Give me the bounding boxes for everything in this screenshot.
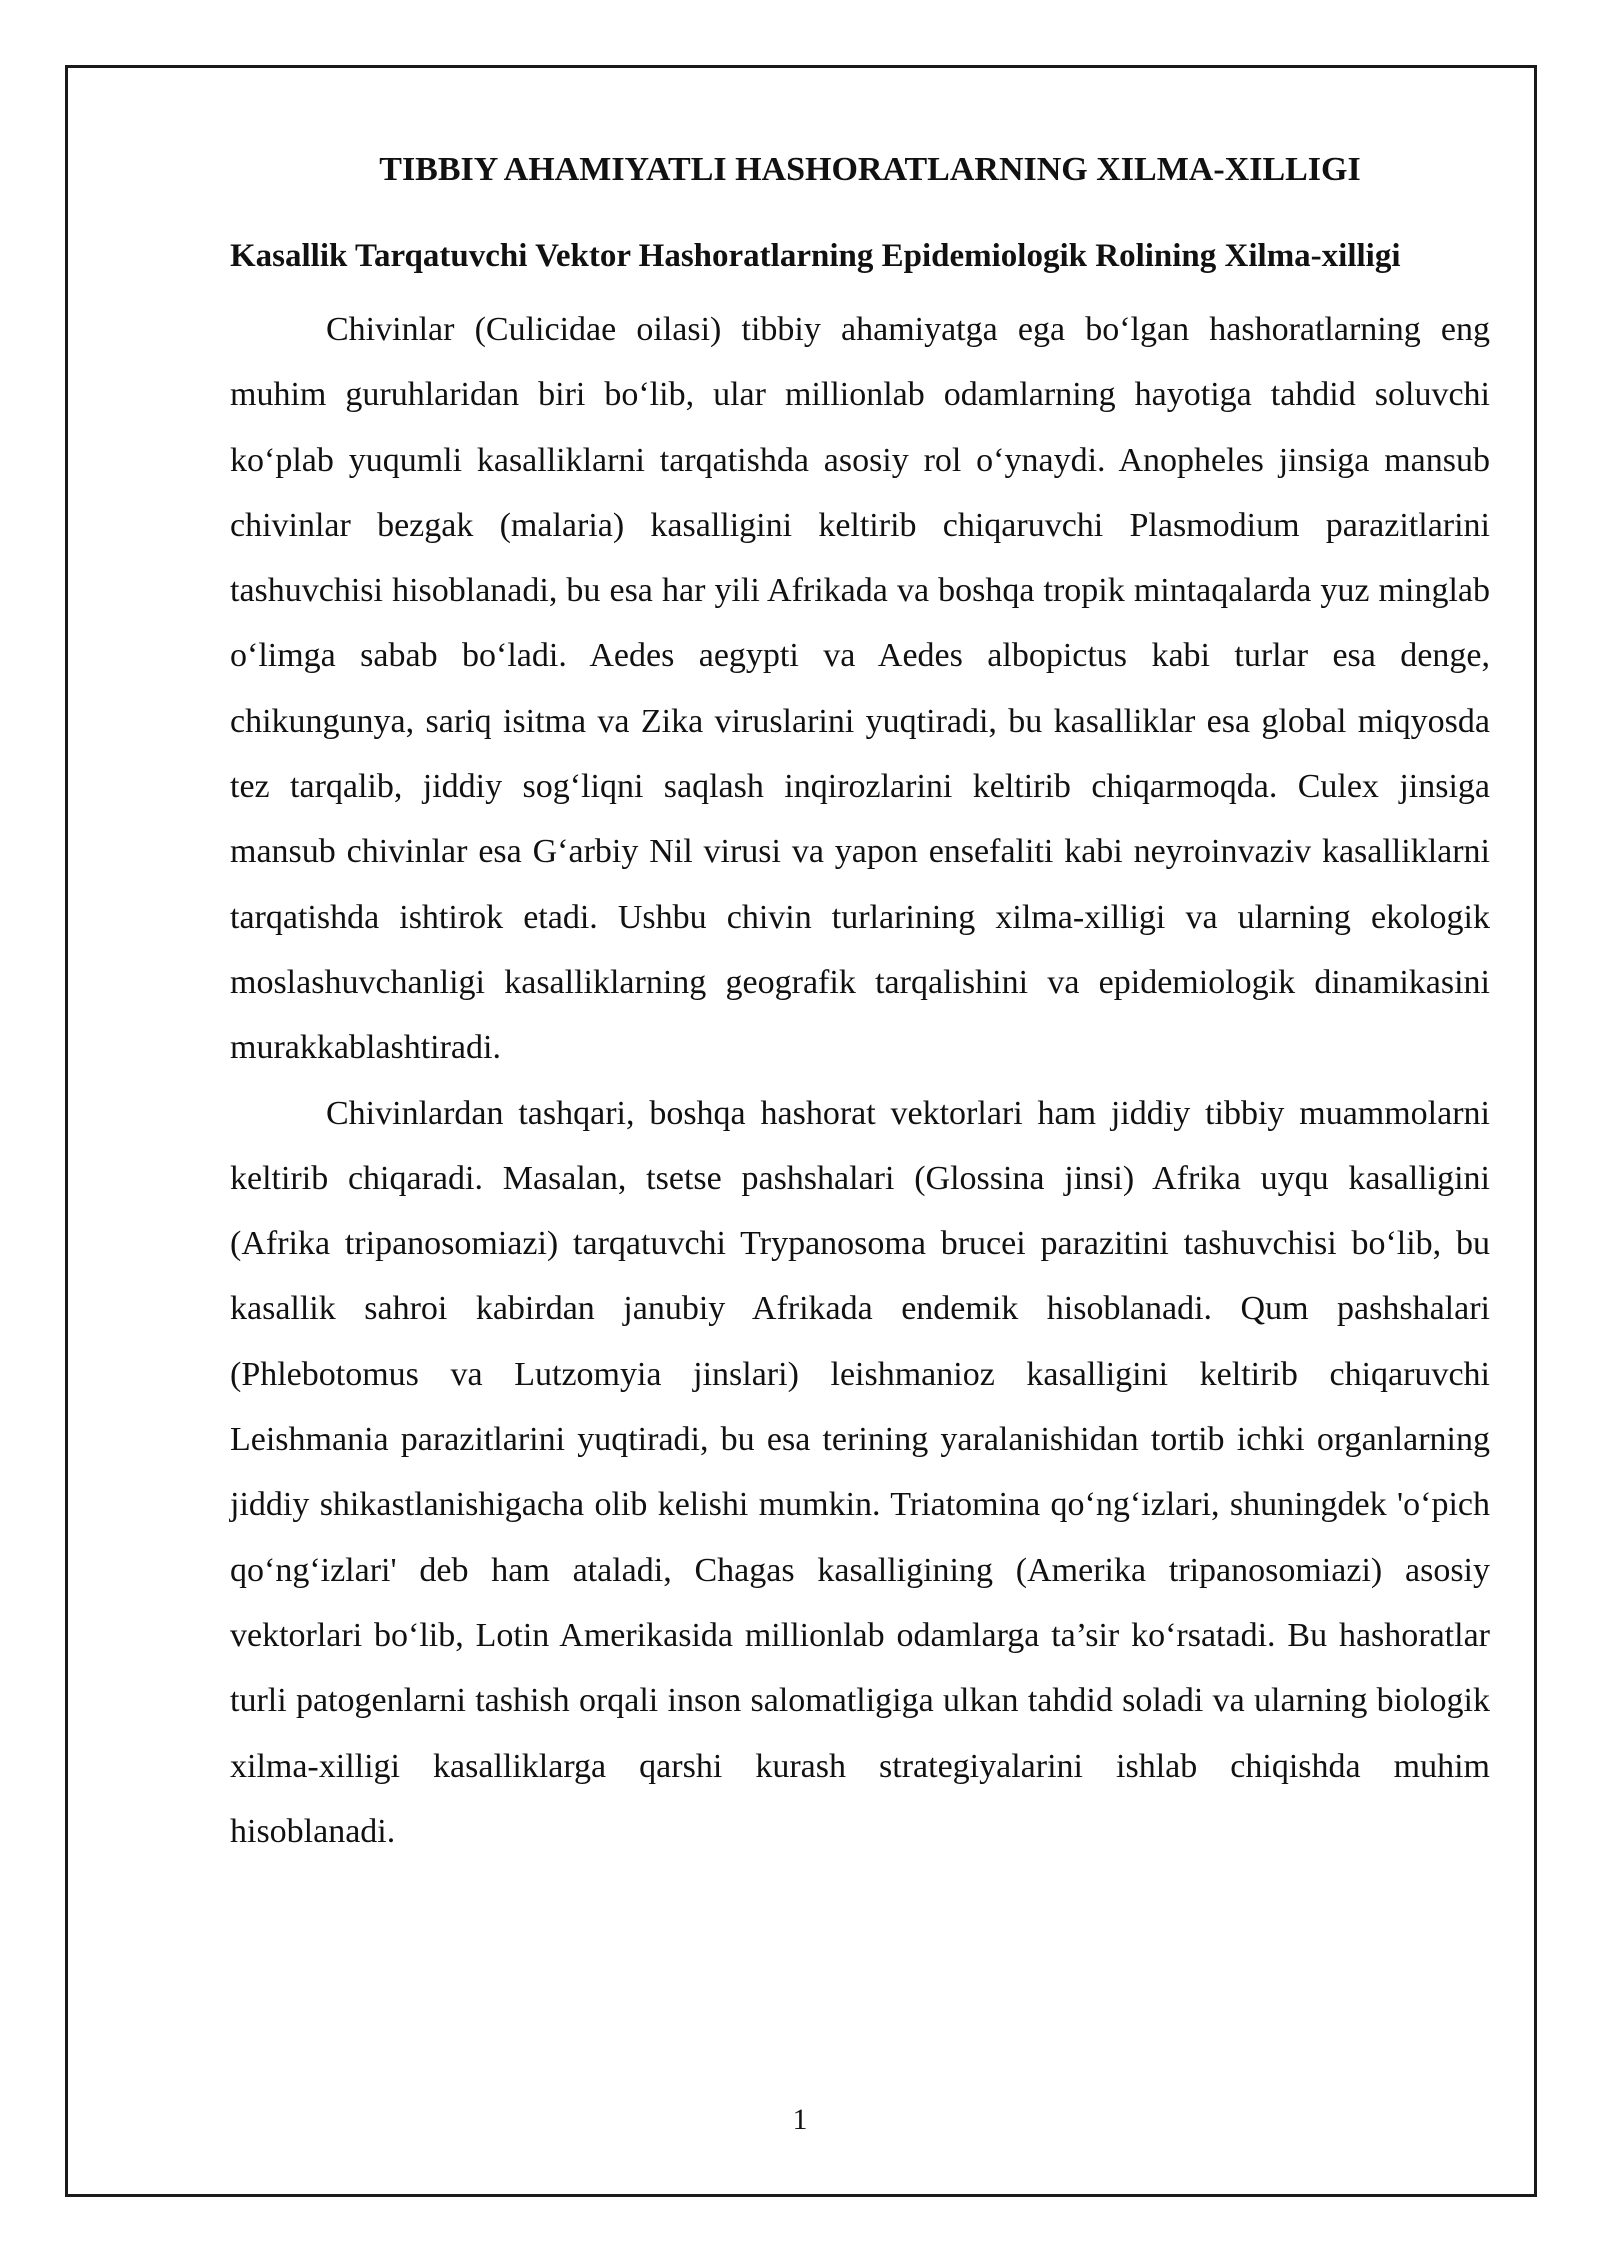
document-title: TIBBIY AHAMIYATLI HASHORATLARNING XILMA-XILLIGI [379, 151, 1361, 188]
paragraph-other-vectors: Chivinlardan tashqari, boshqa hashorat vektorlari ham jiddiy tibbiy muammolarni keltirib chiqaradi. Masalan, tsetse pashshalari (Glossina jinsi) Afrika uyqu kasalligini (Afrika tripanosomiazi) tarqatuvchi Trypanosoma brucei parazitini tashuvchisi bo‘lib, bu kasallik sahroi kabirdan janubiy Afrikada endemik hisoblanadi. Qum pashshalari (Phlebotomus va Lutzomyia jinslari) leishmanioz kasalligini keltirib chiqaruvchi Leishmania parazitlarini yuqtiradi, bu esa terining yaralanishidan tortib ichki organlarning jiddiy shikastlanishigacha olib kelishi mumkin. Triatomina qo‘ng‘izlari, shuningdek 'o‘pich qo‘ng‘izlari' deb ham ataladi, Chagas kasalligining (Amerika tripanosomiazi) asosiy vektorlari bo‘lib, Lotin Amerikasida millionlab odamlarga ta’sir ko‘rsatadi. Bu hashoratlar turli patogenlarni tashish orqali inson salomatligiga ulkan tahdid soladi va ularning biologik xilma-xilligi kasalliklarga qarshi kurash strategiyalarini ishlab chiqishda muhim hisoblanadi. [230, 1094, 1490, 1850]
paragraph-mosquitoes: Chivinlar (Culicidae oilasi) tibbiy ahamiyatga ega bo‘lgan hashoratlarning eng muhim guruhlaridan biri bo‘lib, ular millionlab odamlarning hayotiga tahdid soluvchi ko‘plab yuqumli kasalliklarni tarqatishda asosiy rol o‘ynaydi. Anopheles jinsiga mansub chivinlar bezgak (malaria) kasalligini keltirib chiqaruvchi Plasmodium parazitlarini tashuvchisi hisoblanadi, bu esa har yili Afrikada va boshqa tropik mintaqalarda yuz minglab o‘limga sabab bo‘ladi. Aedes aegypti va Aedes albopictus kabi turlar esa denge, chikungunya, sariq isitma va Zika viruslarini yuqtiradi, bu kasalliklar esa global miqyosda tez tarqalib, jiddiy sog‘liqni saqlash inqirozlarini keltirib chiqarmoqda. Culex jinsiga mansub chivinlar esa G‘arbiy Nil virusi va yapon ensefaliti kabi neyroinvaziv kasalliklarni tarqatishda ishtirok etadi. Ushbu chivin turlarining xilma-xilligi va ularning ekologik moslashuvchanligi kasalliklarning geografik tarqalishini va epidemiologik dinamikasini murakkablashtiradi. [230, 311, 1490, 1067]
page-number: 1 [792, 2103, 808, 2136]
document-body [230, 148, 1490, 1864]
section-heading: Kasallik Tarqatuvchi Vektor Hashoratlarning Epidemiologik Rolining Xilma-xilligi [230, 238, 1401, 274]
